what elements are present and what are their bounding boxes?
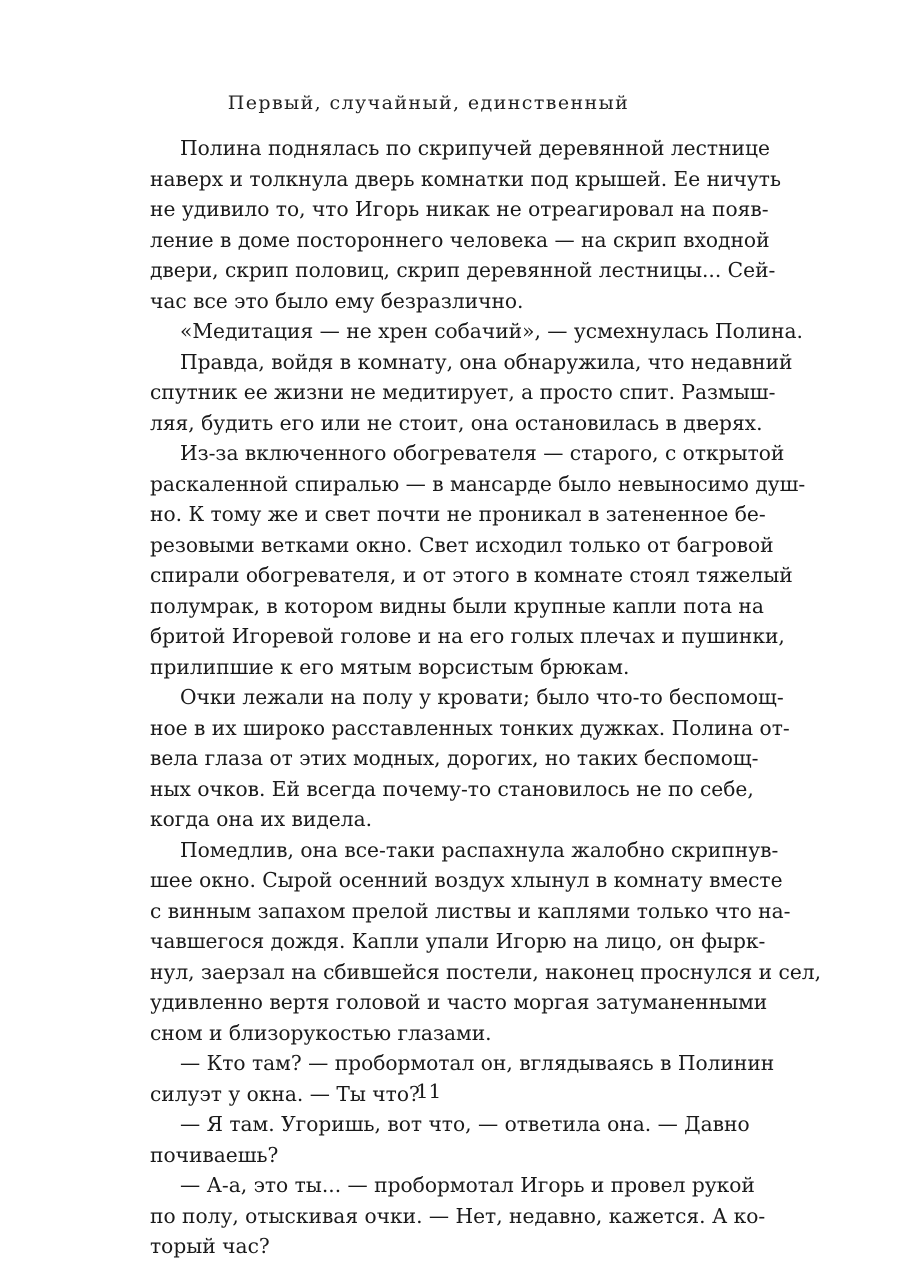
text-line: шее окно. Сырой осенний воздух хлынул в комнату вместе bbox=[150, 868, 783, 892]
text-line: наверх и толкнула дверь комнатки под крышей. Ее ничуть bbox=[150, 166, 781, 191]
text-line: — Кто там? — пробормотал он, вглядываясь в Полинин bbox=[180, 1051, 775, 1075]
text-line: но. К тому же и свет почти не проникал в затененное бе- bbox=[150, 502, 766, 526]
text-line: силуэт у окна. — Ты что? bbox=[150, 1081, 420, 1106]
text-line: Правда, войдя в комнату, она обнаружила, что недавний bbox=[180, 349, 793, 374]
text-line: «Медитация — не хрен собачий», — усмехнулась Полина. bbox=[180, 319, 803, 343]
text-line: Очки лежали на полу у кровати; было что-то беспомощ- bbox=[180, 685, 784, 709]
text-line: ных очков. Ей всегда почему-то становилось не по себе, bbox=[150, 776, 754, 801]
text-line: полумрак, в котором видны были крупные капли пота на bbox=[150, 593, 764, 618]
text-line: двери, скрип половиц, скрип деревянной лестницы... Сей- bbox=[150, 258, 776, 282]
text-line: спутник ее жизни не медитирует, а просто спит. Размыш- bbox=[150, 380, 776, 404]
text-line: почиваешь? bbox=[150, 1142, 279, 1167]
text-line: не удивило то, что Игорь никак не отреагировал на появ- bbox=[150, 197, 769, 221]
page-number: 11 bbox=[415, 1079, 442, 1103]
text-line: удивленно вертя головой и часто моргая затуманенными bbox=[150, 990, 768, 1014]
text-line: час все это было ему безразлично. bbox=[150, 288, 524, 313]
text-line: по полу, отыскивая очки. — Нет, недавно, кажется. А ко- bbox=[150, 1203, 766, 1228]
text-line: Из-за включенного обогревателя — старого, с открытой bbox=[180, 441, 785, 465]
text-line: торый час? bbox=[150, 1234, 270, 1258]
text-line: — Я там. Угоришь, вот что, — ответила она. — Давно bbox=[180, 1112, 750, 1136]
text-line: раскаленной спиралью — в мансарде было невыносимо душ- bbox=[150, 471, 806, 496]
text-line: — А-а, это ты... — пробормотал Игорь и провел рукой bbox=[180, 1173, 755, 1197]
text-line: ление в доме постороннего человека — на скрип входной bbox=[150, 227, 770, 252]
text-line: Полина поднялась по скрипучей деревянной лестнице bbox=[180, 136, 770, 160]
text-line: вела глаза от этих модных, дорогих, но таких беспомощ- bbox=[150, 746, 759, 770]
text-line: ное в их широко расставленных тонких дужках. Полина от- bbox=[150, 715, 790, 740]
text-line: нул, заерзал на сбившейся постели, наконец проснулся и сел, bbox=[150, 959, 822, 984]
running-head: Первый, случайный, единственный bbox=[227, 92, 630, 114]
text-line: чавшегося дождя. Капли упали Игорю на лицо, он фырк- bbox=[150, 929, 766, 953]
text-line: сном и близорукостью глазами. bbox=[150, 1020, 492, 1045]
text-line: резовыми ветками окно. Свет исходил только от багровой bbox=[150, 532, 774, 557]
text-line: бритой Игоревой голове и на его голых плечах и пушинки, bbox=[150, 624, 785, 648]
text-line: прилипшие к его мятым ворсистым брюкам. bbox=[150, 654, 630, 679]
text-line: ляя, будить его или не стоит, она остановилась в дверях. bbox=[150, 410, 763, 435]
text-line: с винным запахом прелой листвы и каплями только что на- bbox=[150, 898, 791, 923]
text-line: спирали обогревателя, и от этого в комнате стоял тяжелый bbox=[150, 563, 793, 587]
text-line: Помедлив, она все-таки распахнула жалобно скрипнув- bbox=[180, 837, 779, 862]
text-line: когда она их видела. bbox=[150, 807, 373, 831]
